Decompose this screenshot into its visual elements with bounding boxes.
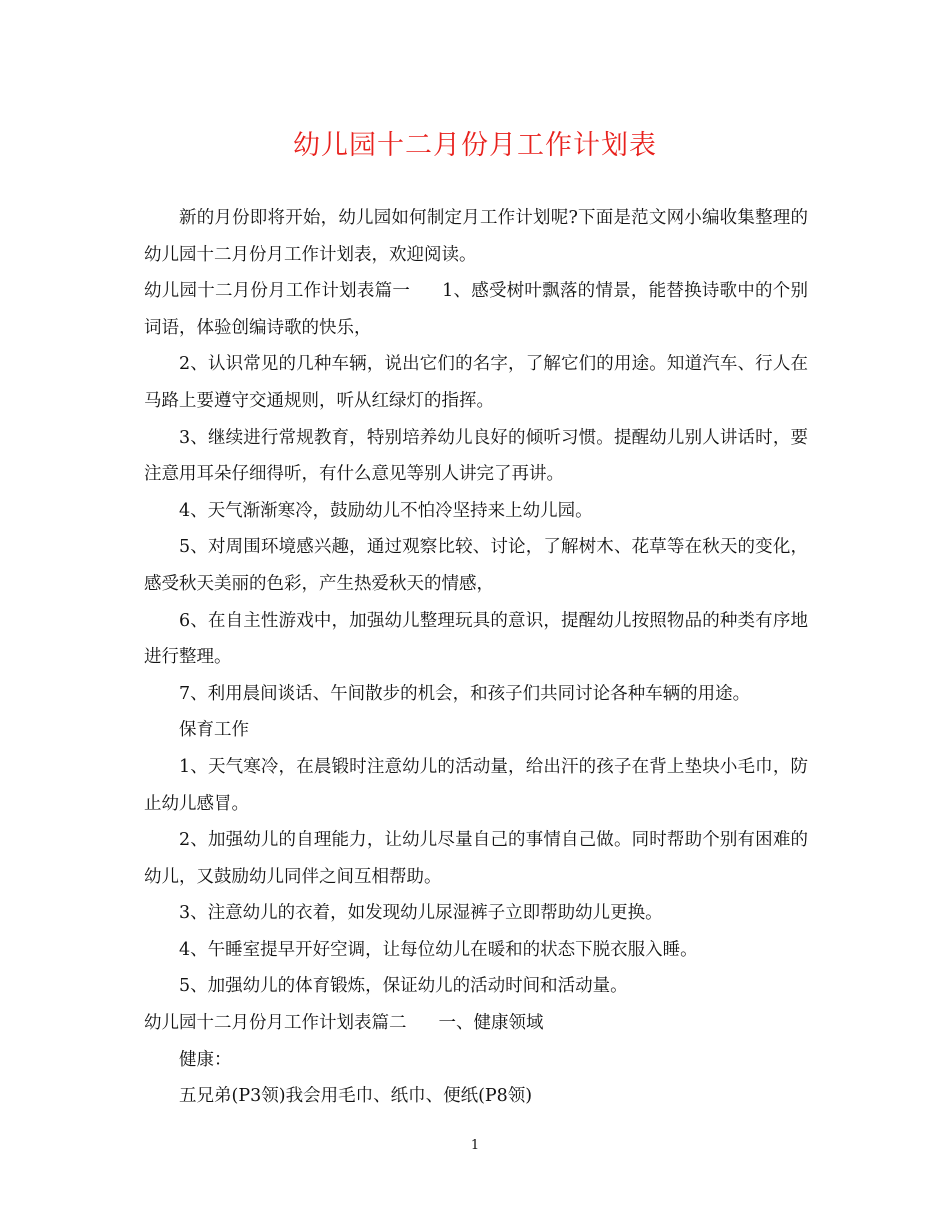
health-label: 健康： bbox=[179, 1049, 232, 1070]
document-body bbox=[144, 200, 808, 1115]
document-title: 幼儿园十二月份月工作计划表 bbox=[293, 130, 657, 161]
plan-item: 5、对周围环境感兴趣，通过观察比较、讨论，了解树木、花草等在秋天的变化，感受秋天美丽的色彩，产生热爱秋天的情感， bbox=[144, 537, 808, 594]
care-work-heading: 保育工作 bbox=[179, 720, 249, 741]
plan-item: 3、继续进行常规教育，特别培养幼儿良好的倾听习惯。提醒幼儿别人讲话时，要注意用耳朵仔细得听，有什么意见等别人讲完了再讲。 bbox=[144, 427, 808, 485]
plan-item: 4、天气渐渐寒冷，鼓励幼儿不怕冷坚持来上幼儿园。 bbox=[179, 500, 593, 521]
care-item: 3、注意幼儿的衣着，如发现幼儿尿湿裤子立即帮助幼儿更换。 bbox=[179, 903, 663, 924]
care-item: 5、加强幼儿的体育锻炼，保证幼儿的活动时间和活动量。 bbox=[179, 976, 628, 997]
health-item: 五兄弟(P3领)我会用毛巾、纸巾、便纸(P8领) bbox=[179, 1086, 533, 1107]
section-one-paragraph bbox=[144, 273, 808, 346]
section-two-paragraph bbox=[144, 1005, 808, 1042]
plan-item: 7、利用晨间谈话、午间散步的机会，和孩子们共同讨论各种车辆的用途。 bbox=[179, 683, 751, 704]
care-item: 2、加强幼儿的自理能力，让幼儿尽量自己的事情自己做。同时帮助个别有困难的幼儿，又鼓励幼儿同伴之间互相帮助。 bbox=[144, 830, 808, 887]
health-domain-heading: 一、健康领域 bbox=[438, 1013, 544, 1034]
care-item: 4、午睡室提早开好空调，让每位幼儿在暖和的状态下脱衣服入睡。 bbox=[179, 939, 698, 960]
section-two-heading: 幼儿园十二月份月工作计划表篇二 bbox=[144, 1013, 407, 1034]
page-number: 1 bbox=[470, 1138, 480, 1153]
section-one-item-1: 1、感受树叶飘落的情景，能替换诗歌中的个别词语，体验创编诗歌的快乐， bbox=[144, 281, 809, 338]
plan-item: 6、在自主性游戏中，加强幼儿整理玩具的意识，提醒幼儿按照物品的种类有序地进行整理。 bbox=[144, 610, 808, 668]
section-one-heading: 幼儿园十二月份月工作计划表篇一 bbox=[144, 281, 411, 302]
plan-item: 2、认识常见的几种车辆，说出它们的名字，了解它们的用途。知道汽车、行人在马路上要遵守交通规则，听从红绿灯的指挥。 bbox=[144, 354, 808, 411]
intro-paragraph: 新的月份即将开始，幼儿园如何制定月工作计划呢?下面是范文网小编收集整理的幼儿园十二月份月工作计划表，欢迎阅读。 bbox=[144, 208, 808, 265]
care-item: 1、天气寒冷，在晨锻时注意幼儿的活动量，给出汗的孩子在背上垫块小毛巾，防止幼儿感冒。 bbox=[144, 756, 808, 814]
